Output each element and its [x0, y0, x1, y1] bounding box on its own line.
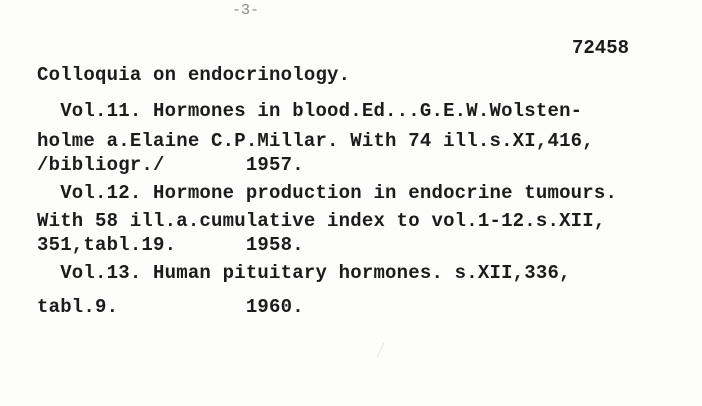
entry-line: 351,tabl.19. 1958. — [37, 234, 304, 256]
page-number: -3- — [232, 2, 260, 19]
paper-scratch — [377, 343, 385, 358]
card-heading: Colloquia on endocrinology. — [37, 64, 351, 86]
entry-line: Vol.11. Hormones in blood.Ed...G.E.W.Wolsten- — [37, 100, 583, 122]
entry-line: Vol.12. Hormone production in endocrine tumours. — [37, 182, 618, 204]
catalog-number: 72458 — [572, 37, 630, 59]
entry-line: With 58 ill.a.cumulative index to vol.1-12.s.XII, — [37, 210, 606, 232]
entry-line: tabl.9. 1960. — [37, 296, 304, 318]
entry-line: /bibliogr./ 1957. — [37, 154, 304, 176]
entry-line: holme a.Elaine C.P.Millar. With 74 ill.s.XI,416, — [37, 130, 594, 152]
entry-line: Vol.13. Human pituitary hormones. s.XII,336, — [37, 262, 571, 284]
